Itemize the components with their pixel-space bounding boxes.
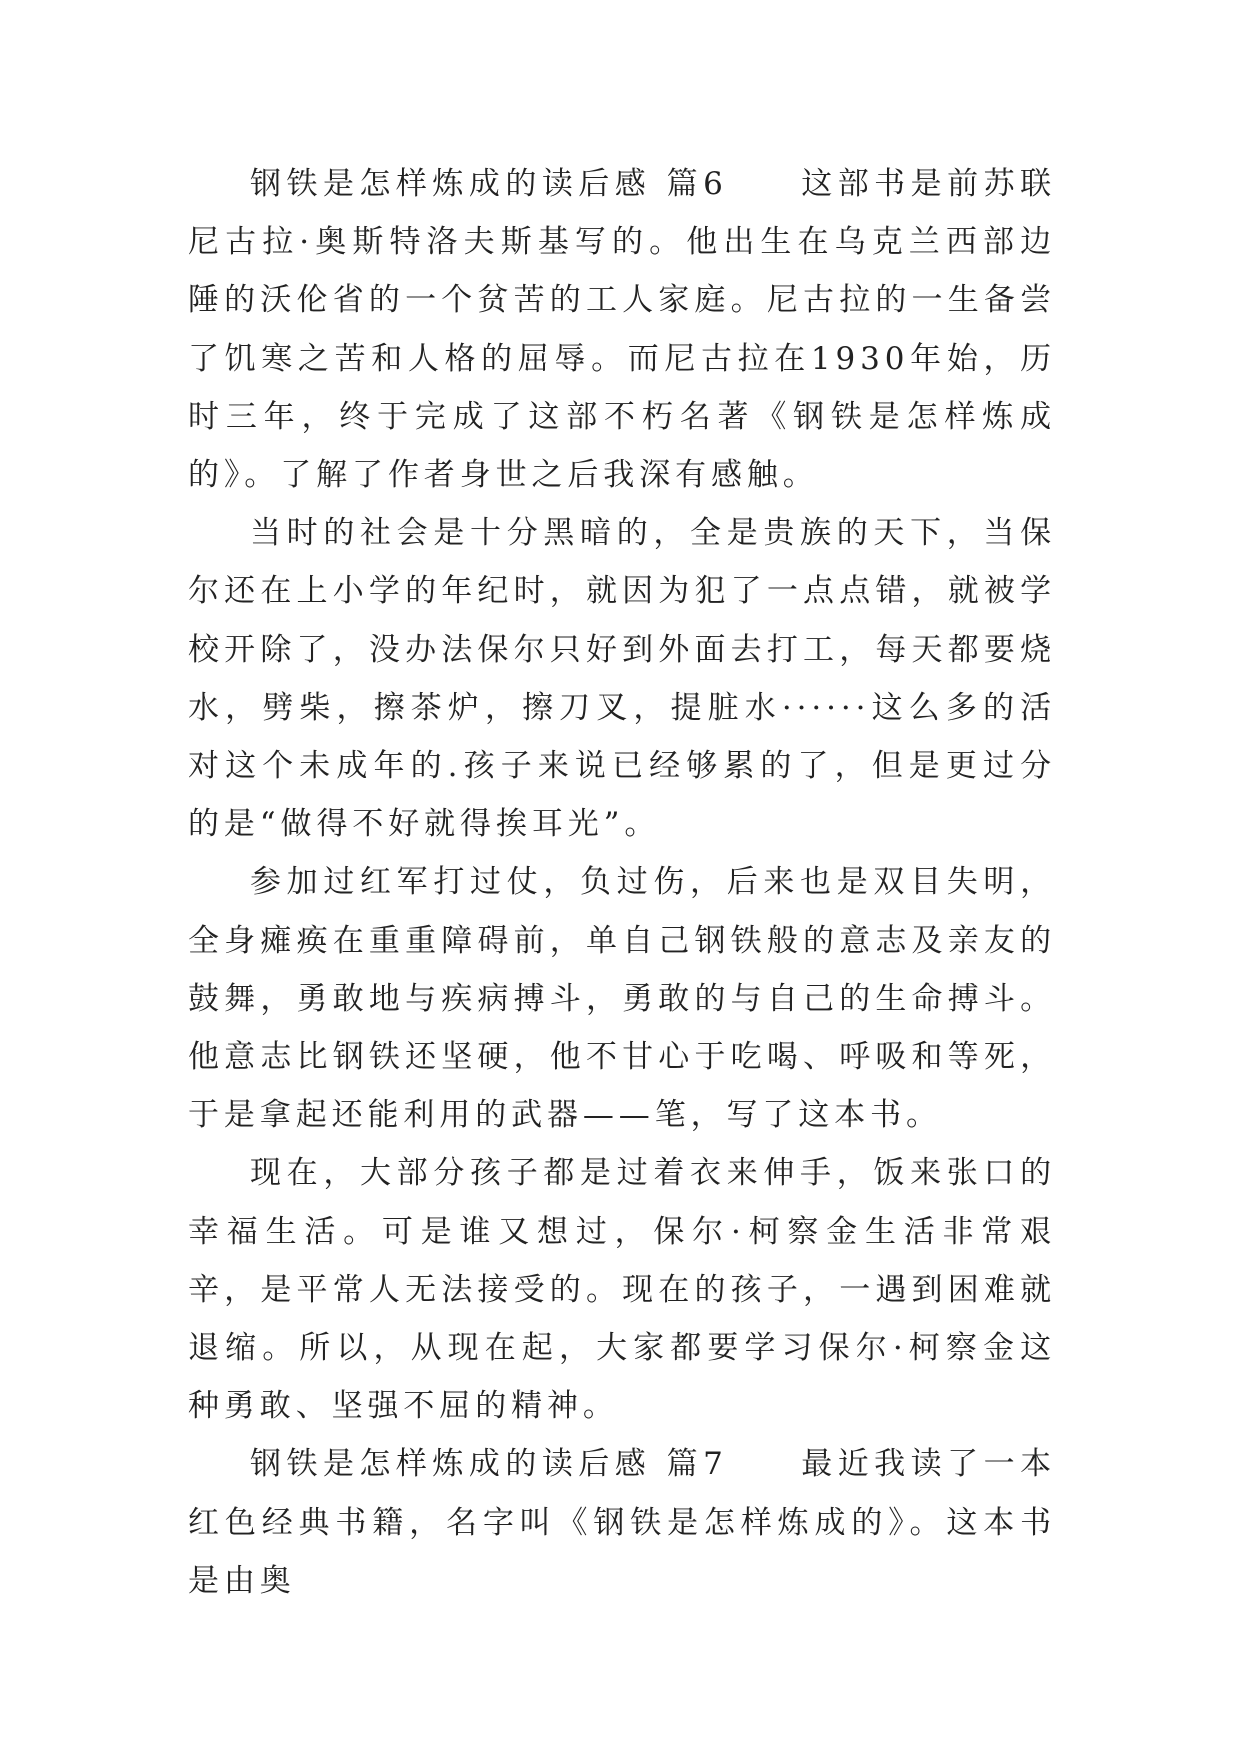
paragraph-2: 当时的社会是十分黑暗的，全是贵族的天下，当保尔还在上小学的年纪时，就因为犯了一点点错，就被学校开除了，没办法保尔只好到外面去打工，每天都要烧水，劈柴，擦茶炉，擦刀叉，提脏水······这么多的活对这个未成年的.孩子来说已经够累的了，但是更过分的是“做得不好就得挨耳光”。: [188, 515, 1056, 843]
paragraph-3: 参加过红军打过仗，负过伤，后来也是双目失明，全身瘫痪在重重障碍前，单自己钢铁般的意志及亲友的鼓舞，勇敢地与疾病搏斗，勇敢的与自己的生命搏斗。他意志比钢铁还坚硬，他不甘心于吃喝、呼吸和等死，于是拿起还能利用的武器——笔，写了这本书。: [188, 864, 1056, 1134]
document-body: [188, 155, 1056, 1610]
paragraph-4: 现在，大部分孩子都是过着衣来伸手，饭来张口的幸福生活。可是谁又想过，保尔·柯察金生活非常艰辛，是平常人无法接受的。现在的孩子，一遇到困难就退缩。所以，从现在起，大家都要学习保尔·柯察金这种勇敢、坚强不屈的精神。: [188, 1155, 1056, 1425]
paragraph-1: 钢铁是怎样炼成的读后感 篇6 这部书是前苏联尼古拉·奥斯特洛夫斯基写的。他出生在乌克兰西部边陲的沃伦省的一个贫苦的工人家庭。尼古拉的一生备尝了饥寒之苦和人格的屈辱。而尼古拉在1930年始，历时三年，终于完成了这部不朽名著《钢铁是怎样炼成的》。了解了作者身世之后我深有感触。: [188, 166, 1056, 494]
paragraph-5: 钢铁是怎样炼成的读后感 篇7 最近我读了一本红色经典书籍，名字叫《钢铁是怎样炼成的》。这本书是由奥: [188, 1446, 1056, 1599]
